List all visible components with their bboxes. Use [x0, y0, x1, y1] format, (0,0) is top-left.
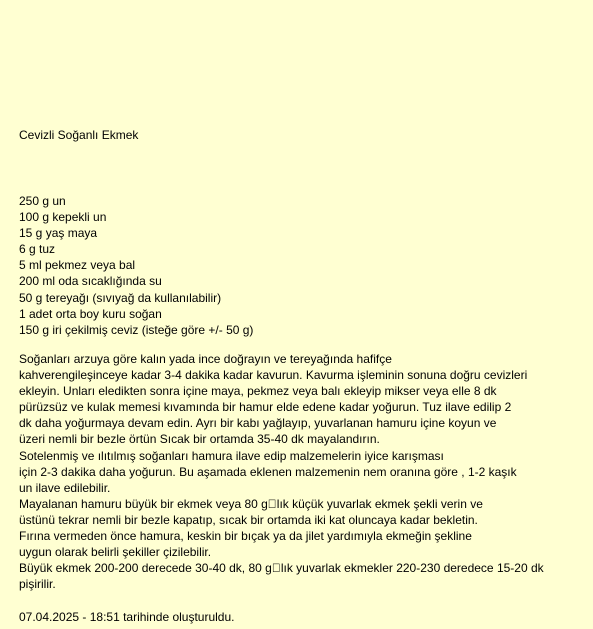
instruction-line: uygun olarak belirli şekiller çizilebilir. [19, 545, 212, 560]
instruction-line: Büyük ekmek 200-200 derecede 30-40 dk, 80 g lık yuvarlak ekmekler 220-230 deredece 15-20 dk [19, 561, 544, 576]
recipe-title: Cevizli Soğanlı Ekmek [19, 128, 139, 142]
instruction-line: ekleyin. Unları eledikten sonra içine maya, pekmez veya balı ekleyip mikser veya elle 8 dk [19, 384, 497, 399]
ingredient-item: 150 g iri çekilmiş ceviz (isteğe göre +/- 50 g) [19, 322, 254, 337]
ingredient-item: 5 ml pekmez veya bal [19, 258, 136, 273]
created-timestamp: 07.04.2025 - 18:51 tarihinde oluşturuldu. [19, 610, 235, 624]
ingredient-item: 100 g kepekli un [19, 210, 107, 225]
instruction-line: için 2-3 dakika daha yoğurun. Bu aşamada eklenen malzemenin nem oranına göre , 1-2 kaşık [19, 464, 517, 479]
ingredient-item: 250 g un [19, 194, 66, 208]
instruction-line: üzeri nemli bir bezle örtün Sıcak bir ortamda 35-40 dk mayalandırın. [19, 432, 380, 447]
instruction-line: dk daha yoğurmaya devam edin. Ayrı bir kabı yağlayıp, yuvarlanan hamuru içine koyun ve [19, 416, 497, 431]
ingredient-item: 6 g tuz [19, 242, 56, 257]
ingredient-item: 50 g tereyağı (sıvıyağ da kullanılabilir) [19, 290, 222, 305]
instruction-line: Sotelenmiş ve ılıtılmış soğanları hamura ilave edip malzemelerin iyice karışması [19, 448, 444, 463]
ingredient-list [19, 193, 253, 338]
ingredient-item: 200 ml oda sıcaklığında su [19, 274, 162, 289]
instruction-line: Fırına vermeden önce hamura, keskin bir bıçak ya da jilet yardımıyla ekmeğin şekline [19, 529, 472, 544]
instruction-line: Soğanları arzuya göre kalın yada ince doğrayın ve tereyağında hafifçe [19, 352, 392, 366]
instruction-line: kahverengileşinceye kadar 3-4 dakika kadar kavurun. Kavurma işleminin sonuna doğru cevizleri [19, 368, 528, 383]
ingredient-item: 15 g yaş maya [19, 226, 98, 241]
instruction-line: pürüzsüz ve kulak memesi kıvamında bir hamur elde edene kadar yoğurun. Tuz ilave edilip 2 [19, 400, 512, 415]
instruction-line: üstünü tekrar nemli bir bezle kapatıp, sıcak bir ortamda iki kat oluncaya kadar bekletin. [19, 512, 478, 527]
instructions [19, 351, 589, 592]
ingredient-item: 1 adet orta boy kuru soğan [19, 306, 162, 321]
instruction-line: un ilave edilebilir. [19, 480, 111, 495]
instruction-line: Mayalanan hamuru büyük bir ekmek veya 80 g lık küçük yuvarlak ekmek şekli verin ve [19, 496, 483, 511]
instruction-line: pişirilir. [19, 577, 56, 592]
